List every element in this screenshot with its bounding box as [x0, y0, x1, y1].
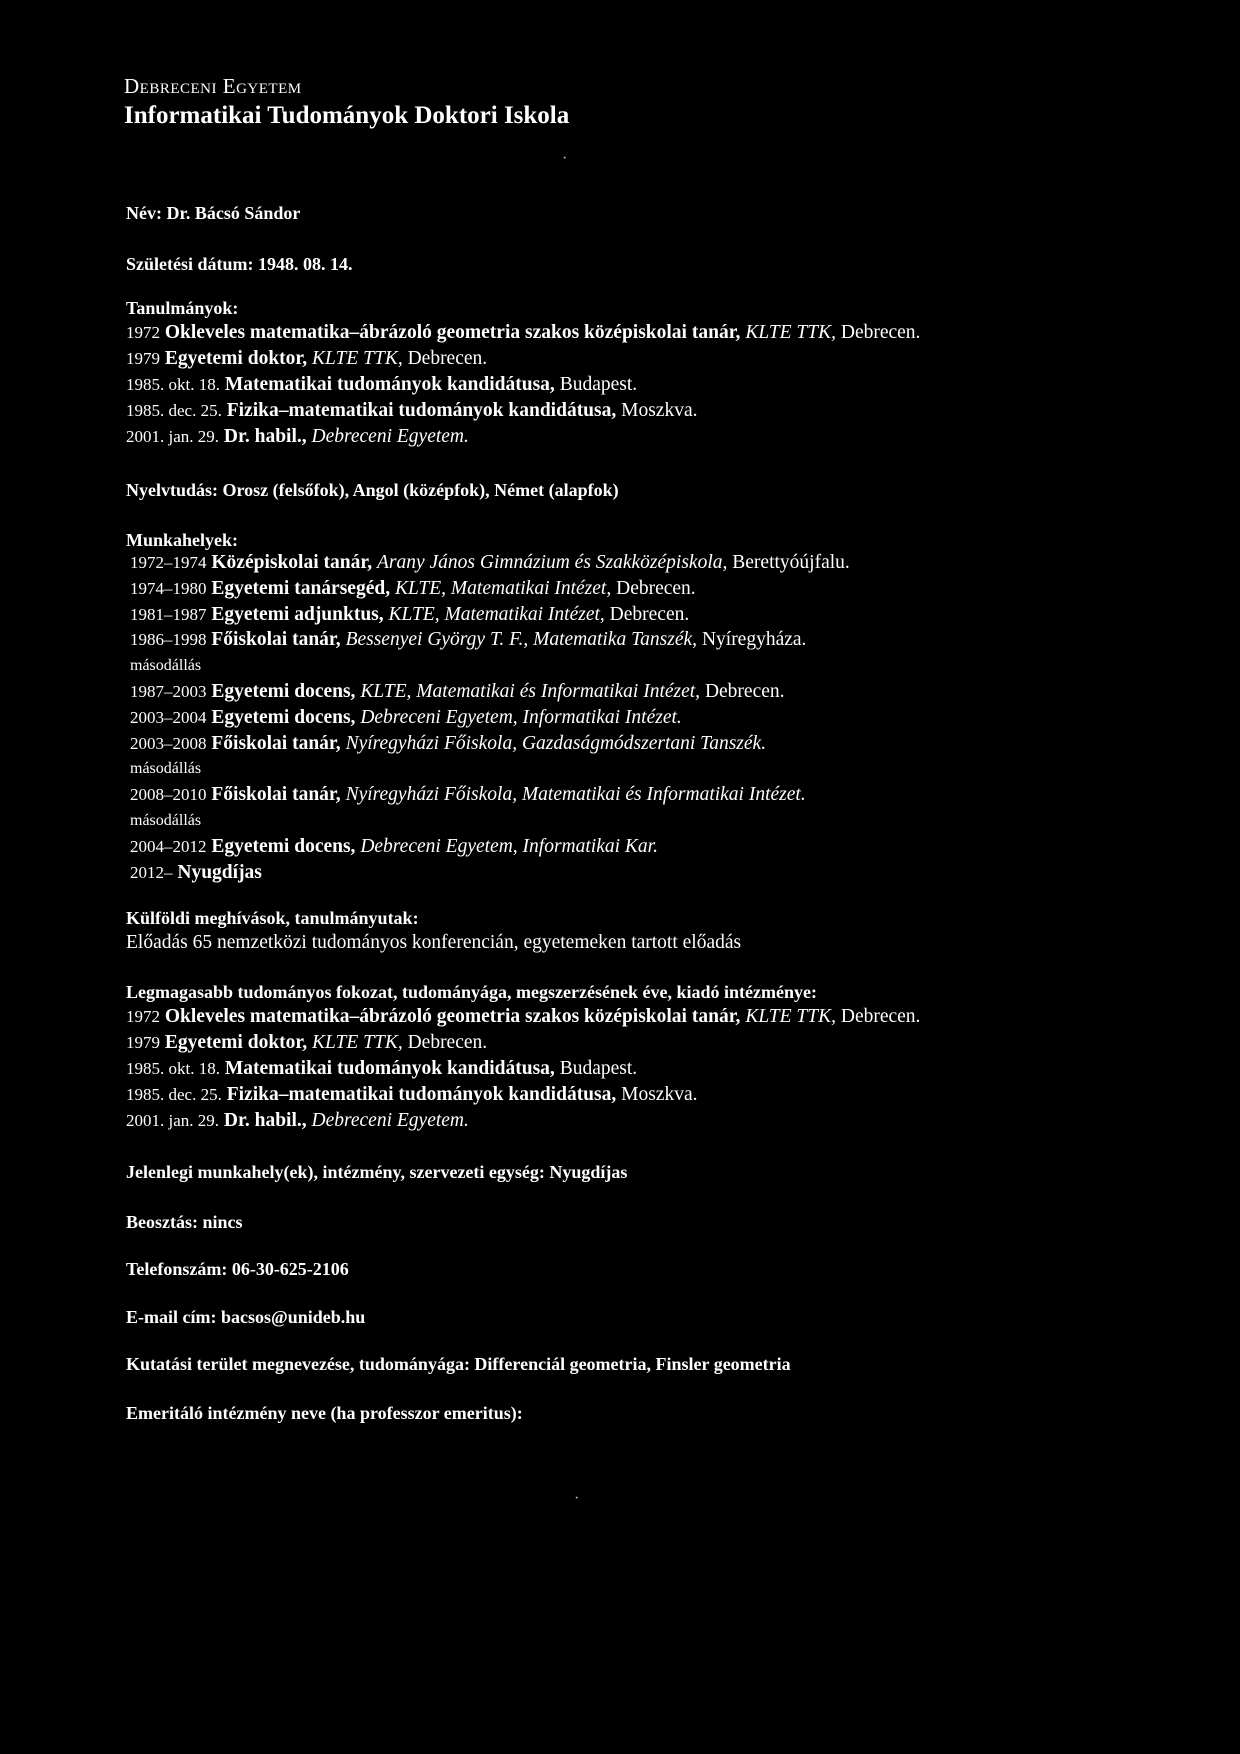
study-item [126, 372, 920, 398]
degree-item [126, 1108, 920, 1134]
degree-title: Fizika–matematikai tudományok kandidátusa, [226, 1084, 617, 1105]
study-date: 2001. jan. 29. [126, 427, 220, 446]
degree-title: Egyetemi doktor, [164, 1032, 308, 1053]
study-city: Budapest. [559, 374, 638, 395]
workplace-institution: Bessenyei György T. F., Matematika Tanszék, [345, 629, 698, 651]
workplace-item [130, 627, 850, 653]
workplace-institution: KLTE, Matematikai Intézet, [388, 603, 605, 625]
degree-item [126, 1082, 920, 1108]
degree-city: Debrecen. [407, 1032, 488, 1053]
workplace-item [130, 782, 850, 808]
workplace-institution: Nyíregyházi Főiskola, Gazdaságmódszertani Tanszék. [345, 732, 767, 754]
study-title: Egyetemi doktor, [164, 348, 308, 369]
degree-item [126, 1030, 920, 1056]
document-header [124, 72, 569, 132]
degree-date: 1985. okt. 18. [126, 1059, 220, 1078]
workplace-institution: Debreceni Egyetem, Informatikai Kar. [360, 835, 658, 857]
study-title: Dr. habil., [223, 426, 307, 447]
workplace-years: 2004–2012 [130, 836, 207, 856]
workplace-years: 1986–1998 [130, 630, 207, 650]
abroad-label: Külföldi meghívások, tanulmányutak: [126, 908, 419, 928]
study-institution: Debreceni Egyetem. [311, 426, 469, 447]
workplace-role: Egyetemi docens, [211, 680, 356, 702]
study-title: Matematikai tudományok kandidátusa, [224, 374, 555, 395]
workplace-role: Nyugdíjas [177, 861, 262, 883]
study-date: 1985. dec. 25. [126, 401, 222, 420]
secondary-job-note: másodállás [130, 657, 202, 675]
study-item [126, 424, 920, 450]
study-city: Moszkva. [621, 400, 698, 421]
workplace-item [130, 705, 850, 731]
workplace-institution: KLTE, Matematikai és Informatikai Intézet, [360, 680, 701, 702]
degree-item [126, 1056, 920, 1082]
degree-institution: Debreceni Egyetem. [311, 1110, 469, 1131]
workplace-item [130, 731, 850, 757]
degree-title: Matematikai tudományok kandidátusa, [224, 1058, 555, 1079]
degree-city: Debrecen. [840, 1006, 921, 1027]
workplace-city: Debrecen. [609, 603, 690, 625]
workplace-item [130, 679, 850, 705]
studies-list [126, 320, 920, 450]
workplace-years: 2008–2010 [130, 785, 207, 805]
abroad-text: Előadás 65 nemzetközi tudományos konferencián, egyetemeken tartott előadás [126, 932, 742, 953]
workplaces-list [130, 550, 850, 885]
position-line: Beosztás: nincs [126, 1212, 243, 1232]
workplace-role: Egyetemi adjunktus, [211, 603, 384, 625]
workplace-city: Nyíregyháza. [701, 629, 807, 651]
workplace-years: 2003–2008 [130, 733, 207, 753]
university-name: Debreceni Egyetem [124, 74, 302, 98]
workplace-role: Egyetemi docens, [211, 706, 356, 728]
workplace-institution: KLTE, Matematikai Intézet, [394, 577, 612, 599]
languages-line: Nyelvtudás: Orosz (felsőfok), Angol (középfok), Német (alapfok) [126, 480, 619, 500]
degree-institution: KLTE TTK, [745, 1006, 836, 1027]
study-city: Debrecen. [407, 348, 488, 369]
study-title: Fizika–matematikai tudományok kandidátusa, [226, 400, 617, 421]
study-date: 1979 [126, 349, 160, 368]
workplace-institution: Debreceni Egyetem, Informatikai Intézet. [360, 706, 682, 728]
degree-item [126, 1004, 920, 1030]
workplace-years: 2012– [130, 862, 173, 882]
studies-label: Tanulmányok: [126, 298, 239, 318]
workplace-item [130, 576, 850, 602]
workplace-role: Egyetemi tanársegéd, [211, 577, 391, 599]
workplaces-label: Munkahelyek: [126, 530, 239, 550]
workplace-role: Középiskolai tanár, [211, 552, 373, 573]
current-workplace-line: Jelenlegi munkahely(ek), intézmény, szervezeti egység: Nyugdíjas [126, 1162, 628, 1182]
degree-list [126, 1004, 920, 1134]
research-area-line: Kutatási terület megnevezése, tudományága: Differenciál geometria, Finsler geometria [126, 1354, 791, 1374]
study-date: 1972 [126, 323, 160, 342]
study-institution: KLTE TTK, [312, 348, 403, 369]
workplace-city: Debrecen. [704, 680, 785, 702]
email-line: E-mail cím: bacsos@unideb.hu [126, 1307, 366, 1327]
study-date: 1985. okt. 18. [126, 375, 220, 394]
study-item [126, 320, 920, 346]
study-institution: KLTE TTK, [745, 322, 836, 343]
doctoral-school-name: Informatikai Tudományok Doktori Iskola [124, 102, 570, 129]
workplace-item [130, 602, 850, 628]
degree-date: 1985. dec. 25. [126, 1085, 222, 1104]
workplace-city: Debrecen. [616, 577, 696, 599]
study-item [126, 346, 920, 372]
workplace-years: 1974–1980 [130, 578, 207, 598]
phone-line: Telefonszám: 06-30-625-2106 [126, 1259, 349, 1279]
workplace-years: 1987–2003 [130, 681, 207, 701]
secondary-job-note: másodállás [130, 811, 202, 829]
workplace-role: Főiskolai tanár, [211, 629, 341, 651]
workplace-years: 1972–1974 [130, 553, 207, 572]
study-city: Debrecen. [840, 322, 921, 343]
scan-speck: · [562, 150, 568, 167]
workplace-years: 2003–2004 [130, 707, 207, 727]
degree-title: Okleveles matematika–ábrázoló geometria szakos középiskolai tanár, [164, 1006, 741, 1027]
degree-title: Dr. habil., [223, 1110, 307, 1131]
emeritus-line: Emeritáló intézmény neve (ha professzor emeritus): [126, 1403, 523, 1423]
workplace-item [130, 860, 850, 886]
study-title: Okleveles matematika–ábrázoló geometria szakos középiskolai tanár, [164, 322, 741, 343]
workplace-years: 1981–1987 [130, 604, 207, 624]
degree-city: Budapest. [559, 1058, 638, 1079]
name-line: Név: Dr. Bácsó Sándor [126, 203, 301, 223]
study-item [126, 398, 920, 424]
workplace-item [130, 834, 850, 860]
workplace-item [130, 550, 850, 576]
degree-date: 1979 [126, 1033, 160, 1052]
degree-label: Legmagasabb tudományos fokozat, tudományága, megszerzésének éve, kiadó intézménye: [126, 982, 817, 1002]
workplace-institution: Nyíregyházi Főiskola, Matematikai és Informatikai Intézet. [345, 784, 806, 806]
workplace-role: Főiskolai tanár, [211, 784, 341, 806]
workplace-role: Egyetemi docens, [211, 835, 356, 857]
workplace-city: Berettyóújfalu. [732, 552, 850, 573]
degree-date: 2001. jan. 29. [126, 1111, 220, 1130]
degree-date: 1972 [126, 1007, 160, 1026]
degree-institution: KLTE TTK, [312, 1032, 403, 1053]
scan-speck: · [574, 1490, 580, 1507]
workplace-institution: Arany János Gimnázium és Szakközépiskola, [376, 552, 728, 573]
secondary-job-note: másodállás [130, 760, 202, 778]
birth-date-line: Születési dátum: 1948. 08. 14. [126, 254, 353, 274]
degree-city: Moszkva. [621, 1084, 698, 1105]
workplace-role: Főiskolai tanár, [211, 732, 341, 754]
